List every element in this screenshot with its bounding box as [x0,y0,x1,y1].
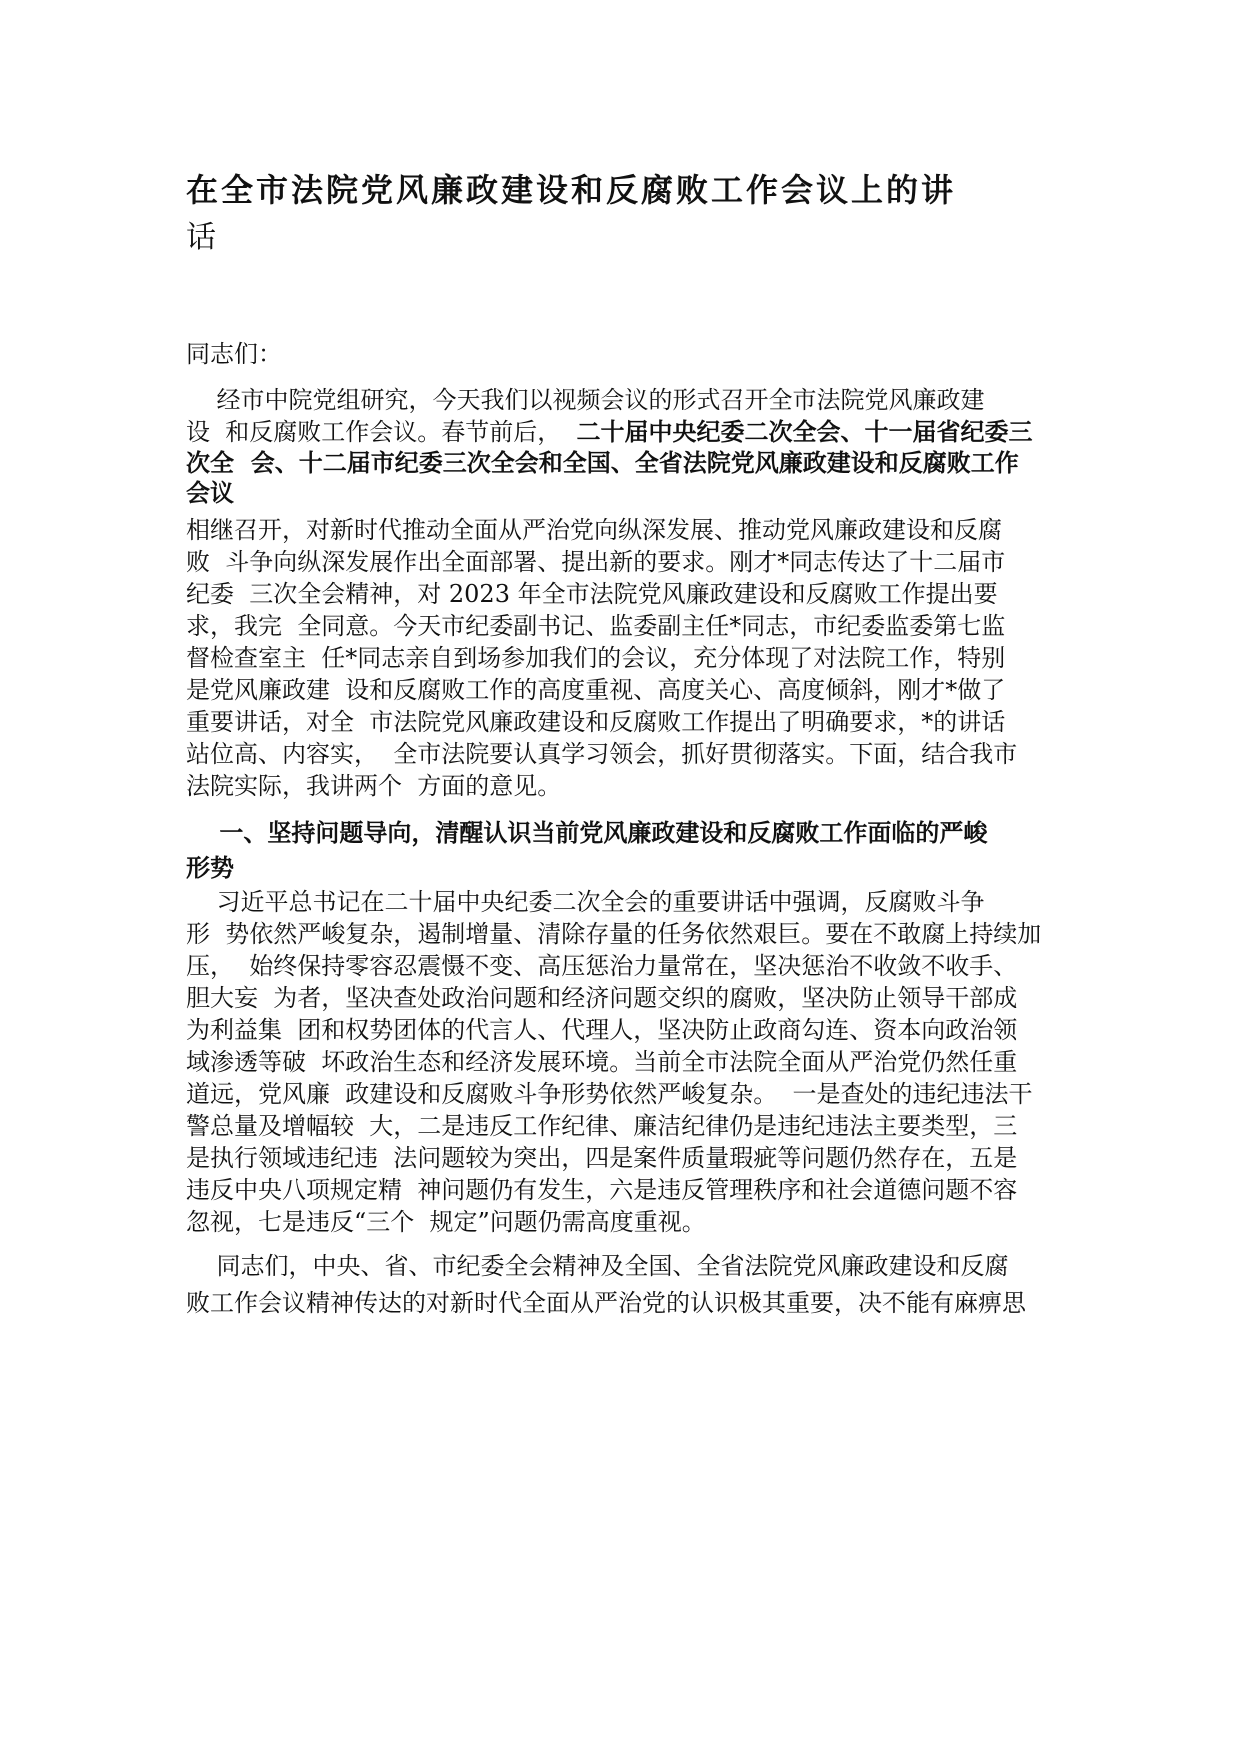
para1-bold-line: 会议 [186,479,234,507]
section-heading-1 [186,816,1066,886]
para2-line: 形 势依然严峻复杂，遏制增量、清除存量的任务依然艰巨。要在不敢腐上持续加 [186,920,1042,948]
para1-line: 败 斗争向纵深发展作出全面部署、提出新的要求。刚才*同志传达了十二届市 [186,548,1006,576]
heading-line: 形势 [186,854,234,882]
para2-line: 违反中央八项规定精 神问题仍有发生，六是违反管理秩序和社会道德问题不容 [186,1176,1018,1204]
para1-line [186,416,1066,448]
para1-line: 站位高、内容实， 全市法院要认真学习领会，抓好贯彻落实。下面，结合我市 [186,740,1018,768]
para1-line: 督检查室主 任*同志亲自到场参加我们的会议，充分体现了对法院工作，特别 [186,644,1006,672]
paragraph-1 [186,384,1066,802]
para1-line: 纪委 三次全会精神，对 2023 年全市法院党风廉政建设和反腐败工作提出要 [186,580,998,608]
para3-line: 同志们，中央、省、市纪委全会精神及全国、全省法院党风廉政建设和反腐 [186,1252,1009,1280]
document-body [186,162,1066,1322]
salutation: 同志们： [186,340,282,368]
paragraph-2 [186,886,1066,1238]
para2-line: 压， 始终保持零容忍震慑不变、高压惩治力量常在，坚决惩治不收敛不收手、 [186,952,1018,980]
para1-line: 求，我完 全同意。今天市纪委副书记、监委副主任*同志，市纪委监委第七监 [186,612,1006,640]
heading-line: 一、坚持问题导向，清醒认识当前党风廉政建设和反腐败工作面临的严峻 [186,819,988,847]
para1-line2-regular: 设 和反腐败工作会议。春节前后， [186,418,577,446]
paragraph-3 [186,1248,1066,1322]
para2-line: 是执行领域违纪违 法问题较为突出，四是案件质量瑕疵等问题仍然存在，五是 [186,1144,1018,1172]
para1-line: 重要讲话，对全 市法院党风廉政建设和反腐败工作提出了明确要求，*的讲话 [186,708,1006,736]
document-title [186,162,1066,258]
para1-line2-bold: 二十届中央纪委二次全会、十一届省纪委三 [576,418,1033,446]
para2-line: 胆大妄 为者，坚决查处政治问题和经济问题交织的腐败，坚决防止领导干部成 [186,984,1018,1012]
para1-bold-line: 次全 会、十二届市纪委三次全会和全国、全省法院党风廉政建设和反腐败工作 [186,449,1019,477]
para3-line: 败工作会议精神传达的对新时代全面从严治党的认识极其重要，决不能有麻痹思 [186,1289,1026,1317]
para1-line: 是党风廉政建 设和反腐败工作的高度重视、高度关心、高度倾斜，刚才*做了 [186,676,1006,704]
title-line-1: 在全市法院党风廉政建设和反腐败工作会议上的讲 [186,171,957,209]
para2-line: 域渗透等破 坏政治生态和经济发展环境。当前全市法院全面从严治党仍然任重 [186,1048,1018,1076]
para1-line: 经市中院党组研究，今天我们以视频会议的形式召开全市法院党风廉政建 [186,386,985,414]
para2-line: 警总量及增幅较 大，二是违反工作纪律、廉洁纪律仍是违纪违法主要类型，三 [186,1112,1018,1140]
para1-line: 相继召开，对新时代推动全面从严治党向纵深发展、推动党风廉政建设和反腐 [186,516,1002,544]
title-line-2: 话 [186,220,216,255]
para2-line: 为利益集 团和权势团体的代言人、代理人，坚决防止政商勾连、资本向政治领 [186,1016,1018,1044]
para2-line: 道远，党风廉 政建设和反腐败斗争形势依然严峻复杂。 一是查处的违纪违法干 [186,1080,1033,1108]
para1-line: 法院实际，我讲两个 方面的意见。 [186,772,562,800]
para2-line: 忽视，七是违反“三个 规定”问题仍需高度重视。 [186,1208,706,1236]
para2-line: 习近平总书记在二十届中央纪委二次全会的重要讲话中强调，反腐败斗争 [186,888,985,916]
